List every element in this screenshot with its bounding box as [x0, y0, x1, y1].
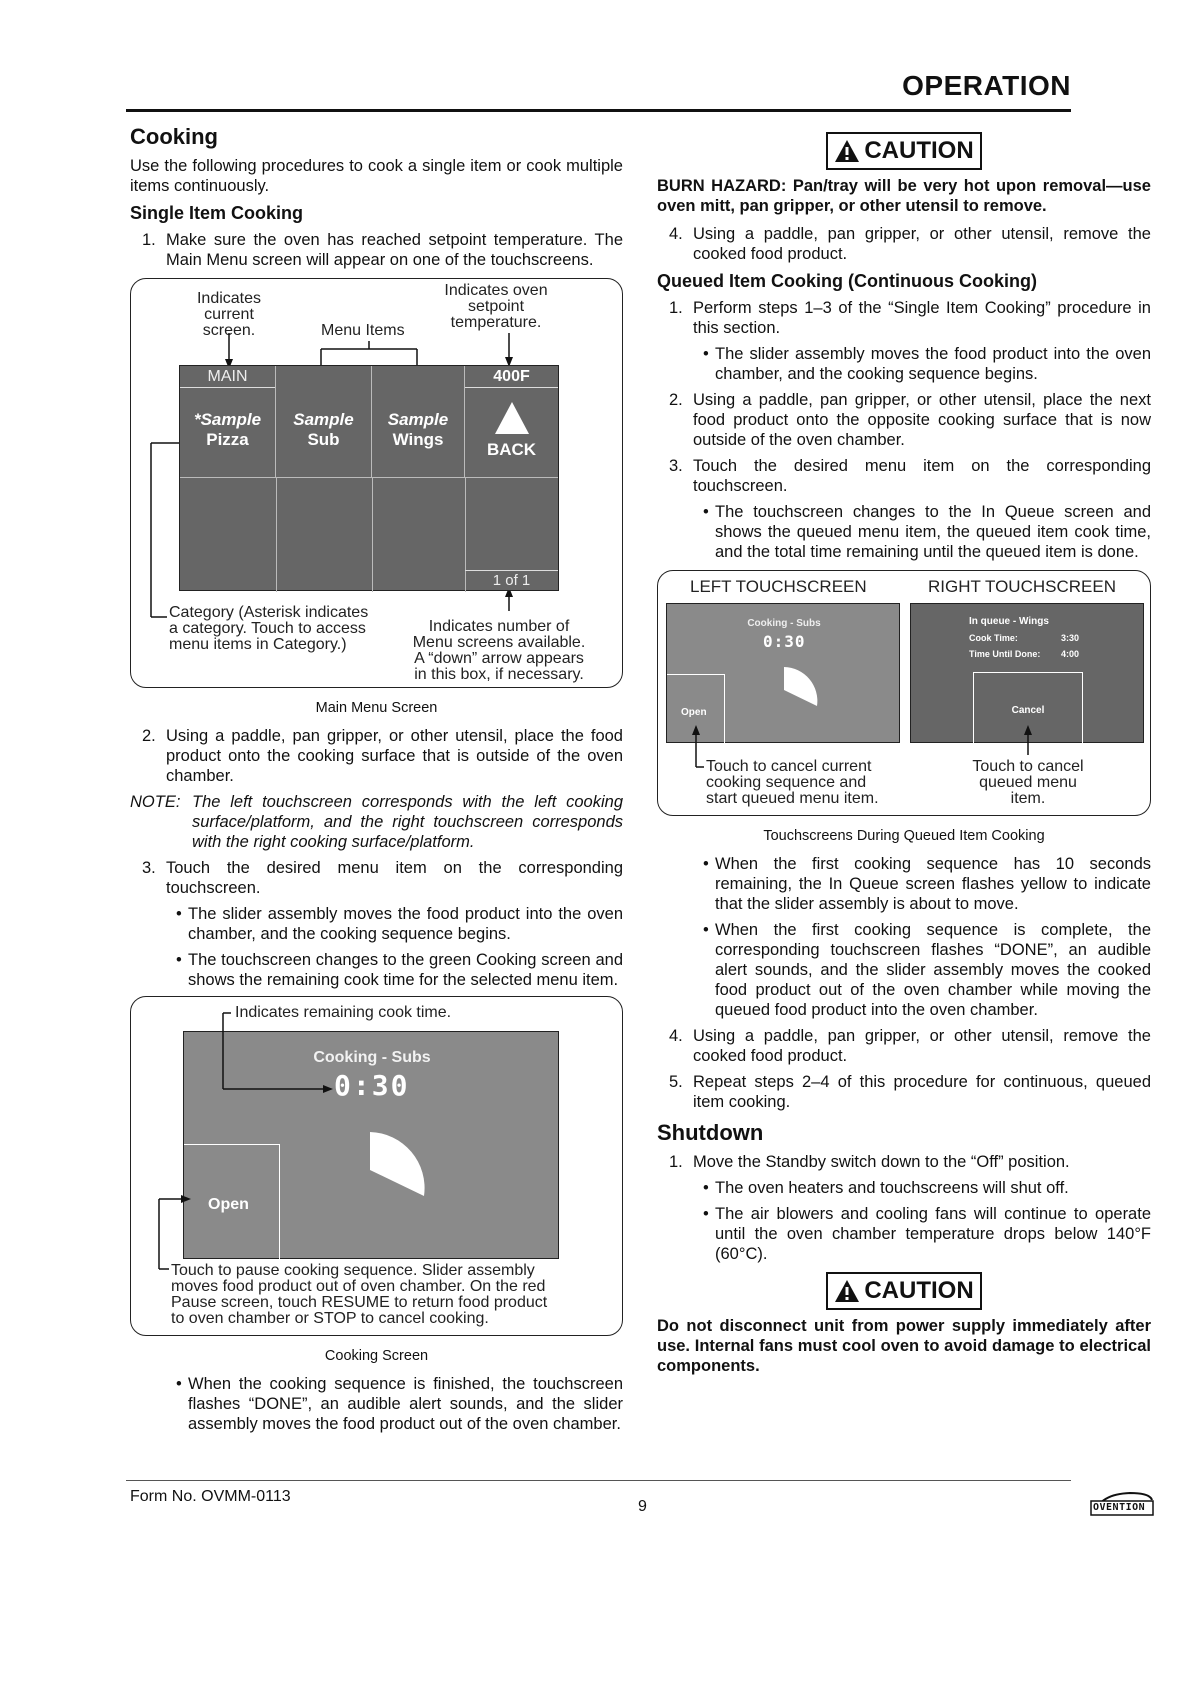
disconnect-warning-text: Do not disconnect unit from power supply immediately after use. Internal fans must cool oven to avoid damage to electrical components. [657, 1317, 1151, 1375]
right-column [657, 132, 1151, 1382]
single-step-3-bullet-1: • The slider assembly moves the food product into the oven chamber, and the cooking sequence begins. [176, 905, 623, 943]
annotation-pause: Touch to pause cooking sequence. Slider assembly [171, 1262, 535, 1279]
queued-step-5: 5. Repeat steps 2–4 of this procedure for continuous, queued item cooking. [669, 1073, 1151, 1111]
note: NOTE: The left touchscreen corresponds with the left cooking surface/platform, and the right touchscreen corresponds with the right cooking surface/platform. [130, 793, 623, 851]
shutdown-bullet-1: • The oven heaters and touchscreens will shut off. [703, 1179, 1069, 1197]
annotation-cancel-queued: Touch to cancel [972, 758, 1084, 775]
queued-step-2: 2. Using a paddle, pan gripper, or other utensil, place the next food product onto the opposite cooking surface that is now outside of the oven chamber. [669, 391, 1151, 449]
queue-caption: Touchscreens During Queued Item Cooking [763, 828, 1045, 844]
remaining-time: 0:30 [334, 1069, 410, 1102]
shutdown-bullet-2: • The air blowers and cooling fans will continue to operate until the oven chamber temperature drops below 140°F (60°C). [703, 1205, 1151, 1263]
footer-rule [126, 1480, 1071, 1481]
open-button[interactable]: Open [184, 1144, 280, 1260]
shutdown-heading: Shutdown [657, 1120, 764, 1145]
right-touchscreen-label: RIGHT TOUCHSCREEN [928, 577, 1116, 596]
back-button[interactable]: BACK [465, 388, 558, 478]
burn-hazard-text: BURN HAZARD: Pan/tray will be very hot upon removal—use oven mitt, pan gripper, or other utensil to remove. [657, 177, 1151, 215]
menu-item-wings[interactable]: Sample Wings [372, 366, 465, 478]
single-step-3-bullet-2: • The touchscreen changes to the green Cooking screen and shows the remaining cook time for the selected menu item. [176, 951, 623, 989]
single-step-4: 4. Using a paddle, pan gripper, or other utensil, remove the cooked food product. [669, 225, 1151, 263]
page-number: 9 [638, 1498, 647, 1515]
warning-icon [834, 1279, 860, 1303]
warning-icon [834, 139, 860, 163]
queued-heading: Queued Item Cooking (Continuous Cooking) [657, 271, 1037, 291]
form-number: Form No. OVMM-0113 [130, 1488, 291, 1505]
main-menu-figure: Indicates current screen. Menu Items Indicates oven setpoint temperature. MAIN *Sample Pizza Sample Sub Sample Wings 400F BACK 1 of 1 Category (Asterisk indicates a category. Touch to access menu items in Category.) Indicates number of Menu screens available. A “down” arrow appears in this box, if necessary. [130, 278, 623, 688]
header-rule [126, 109, 1071, 112]
queued-step-4: 4. Using a paddle, pan gripper, or other utensil, remove the cooked food product. [669, 1027, 1151, 1065]
ovention-logo: OVENTION [1090, 1490, 1154, 1518]
cooking-screen-figure: Indicates remaining cook time. Cooking - Subs 0:30 Open Touch to pause cooking sequence. Slider assembly moves food product out of oven chamber. On the red Pause screen, touch RESUME to return food product to oven chamber or STOP to cancel cooking. [130, 996, 623, 1336]
left-touchscreen: Cooking - Subs 0:30 Open [666, 603, 900, 743]
left-column [130, 124, 623, 1440]
cooking-finished-bullet: • When the cooking sequence is finished, the touchscreen flashes “DONE”, an audible alert sounds, and the slider assembly moves the food product out of the oven chamber. [176, 1375, 623, 1433]
caution-box-2: CAUTION [826, 1272, 981, 1310]
queued-bullet-10sec: • When the first cooking sequence has 10 seconds remaining, the In Queue screen flashes yellow to indicate that the slider assembly is about to move. [703, 855, 1151, 913]
queued-step-3-bullet: • The touchscreen changes to the In Queue screen and shows the queued menu item, the queued item cook time, and the total time remaining until the queued item is done. [703, 503, 1151, 561]
single-step-2: 2. Using a paddle, pan gripper, or other utensil, place the food product onto the cooking surface that is outside of the oven chamber. [142, 727, 623, 785]
section-title: OPERATION [902, 70, 1071, 101]
annotation-category: Category (Asterisk indicates [169, 604, 369, 621]
queued-bullet-complete: • When the first cooking sequence is complete, the corresponding touchscreen flashes “DONE”, an audible alert sounds, and the slider assembly moves the cooked food product out of the oven chamber while moving the queued food product into the oven chamber. [703, 921, 1151, 1019]
queued-step-1-bullet: • The slider assembly moves the food product into the oven chamber, and the cooking sequence begins. [703, 345, 1151, 383]
single-step-1: 1. Make sure the oven has reached setpoint temperature. The Main Menu screen will appear on one of the touchscreens. [142, 231, 623, 269]
page-indicator: 1 of 1 [465, 570, 558, 592]
tab-main: MAIN [180, 366, 275, 388]
annotation-current-screen: Indicates [196, 290, 262, 307]
up-arrow-icon [495, 402, 529, 434]
single-step-3: 3. Touch the desired menu item on the corresponding touchscreen. [142, 859, 623, 897]
setpoint-temp: 400F [465, 366, 558, 388]
left-open-button[interactable]: Open [667, 674, 725, 744]
cooking-screen-title: Cooking - Subs [313, 1049, 431, 1066]
right-touchscreen: In queue - Wings Cook Time: 3:30 Time Until Done: 4:00 Cancel [910, 603, 1144, 743]
annotation-screens-available: Indicates number of [428, 618, 570, 635]
main-menu-screen [179, 365, 559, 591]
cooking-heading: Cooking [130, 124, 218, 149]
left-remaining-time: 0:30 [763, 632, 806, 651]
cooking-intro: Use the following procedures to cook a single item or cook multiple items continuously. [130, 157, 623, 195]
caution-box-1: CAUTION [826, 132, 981, 170]
cooking-screen-caption: Cooking Screen [324, 1348, 429, 1364]
shutdown-step-1: 1. Move the Standby switch down to the “Off” position. [669, 1153, 1070, 1171]
queued-step-3: 3. Touch the desired menu item on the corresponding touchscreen. [669, 457, 1151, 495]
annotation-remaining-time: Indicates remaining cook time. [235, 1004, 452, 1021]
single-item-heading: Single Item Cooking [130, 203, 304, 223]
left-touchscreen-label: LEFT TOUCHSCREEN [690, 577, 867, 596]
queue-figure: LEFT TOUCHSCREEN RIGHT TOUCHSCREEN Cooking - Subs 0:30 Open In queue - Wings Cook Time: 3:30 Time Until Done: 4:00 Cancel Touch to cancel current cooking sequence and start queued menu item. Touch to cancel queued menu item. [657, 570, 1151, 816]
annotation-menu-items: Menu Items [321, 322, 405, 339]
main-menu-caption: Main Menu Screen [315, 700, 438, 716]
queued-step-1: 1. Perform steps 1–3 of the “Single Item Cooking” procedure in this section. [669, 299, 1151, 337]
cancel-button[interactable]: Cancel [973, 672, 1083, 744]
menu-item-sub[interactable]: Sample Sub [276, 366, 372, 478]
annotation-setpoint: Indicates oven [444, 282, 548, 299]
menu-item-pizza[interactable]: MAIN *Sample Pizza [180, 366, 276, 478]
annotation-cancel-current: Touch to cancel current [706, 758, 872, 775]
